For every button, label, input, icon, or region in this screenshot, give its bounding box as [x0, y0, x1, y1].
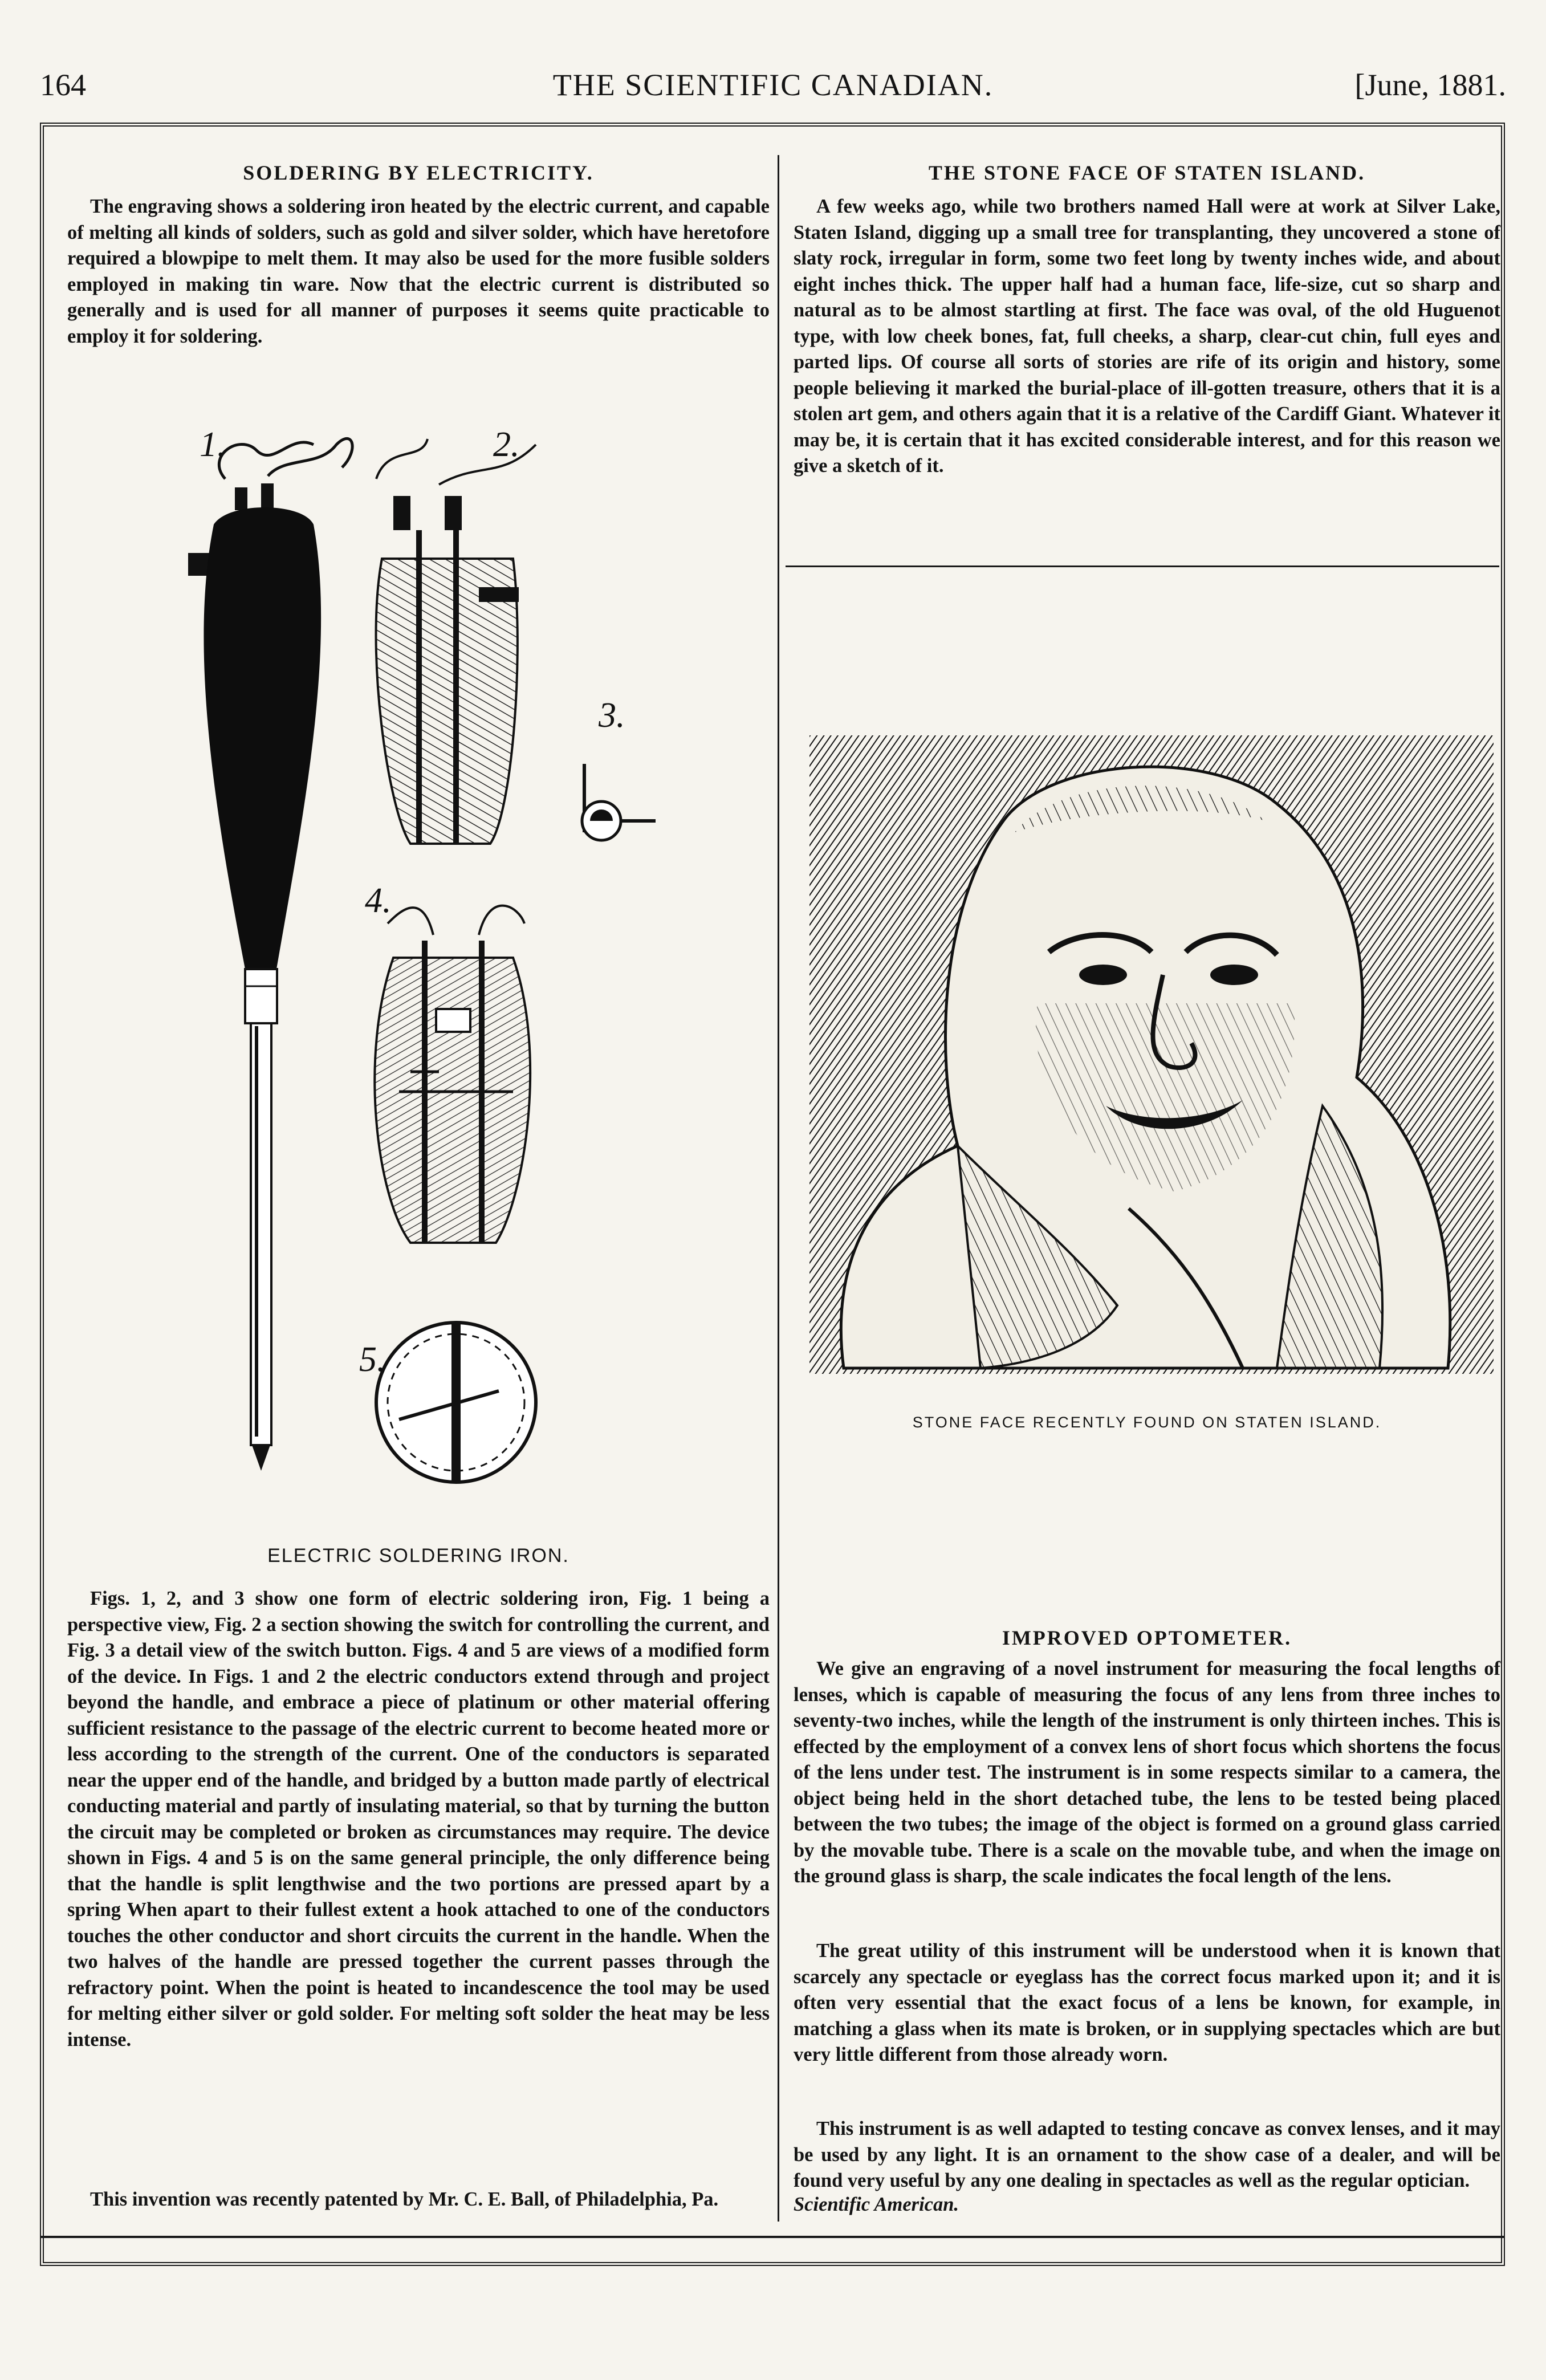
figure-5-drawing	[376, 1323, 536, 1482]
figure-1-drawing	[188, 438, 352, 1471]
stone-face-caption: STONE FACE RECENTLY FOUND ON STATEN ISLAND.	[912, 1414, 1382, 1431]
fig-1-label: 1.	[200, 425, 226, 464]
figure-3-drawing	[582, 764, 656, 840]
fig-4-label: 4.	[365, 881, 392, 920]
soldering-intro: The engraving shows a soldering iron heated by the electric current, and capable of melting all kinds of solders, such as gold and silver solder, which have heretofore required a blowpipe to melt them. It may also be used for the more fusible solders employed in making tin ware. Now that the electric current is distributed so generally and is used for all manner of purposes it seems quite practicable to employ it for soldering.	[67, 196, 770, 347]
column-divider	[778, 155, 779, 2222]
issue-date: [June, 1881.	[1354, 68, 1506, 102]
soldering-figure-caption: ELECTRIC SOLDERING IRON.	[267, 1545, 569, 1567]
fig-3-label: 3.	[599, 696, 625, 735]
bottom-rule	[40, 2236, 1505, 2238]
soldering-closing: This invention was recently patented by Mr. C. E. Ball, of Philadelphia, Pa.	[90, 2188, 719, 2210]
stone-face-body: A few weeks ago, while two brothers named Hall were at work at Silver Lake, Staten Island, digging up a small tree for transplanting, they uncovered a stone of slaty rock, irregular in form, some two feet long by twenty inches wide, and about eight inches thick. The upper half had a human face, life-size, cut so sharp and natural as to be almost startling at first. The face was oval, of the old Huguenot type, with low cheek bones, fat, full cheeks, a sharp, clear-cut chin, full eyes and parted lips. Of course all sorts of stories are rife of its origin and history, some people believing it marked the burial-place of ill-gotten treasure, others that it is a stolen art gem, and others again that it is a relative of the Cardiff Giant. Whatever it may be, it is certain that it has excited considerable interest, and for this reason we give a sketch of it.	[794, 196, 1500, 477]
stone-face-engraving	[809, 735, 1494, 1374]
soldering-iron-engraving	[171, 410, 741, 1545]
soldering-headline: SOLDERING BY ELECTRICITY.	[243, 161, 594, 184]
soldering-description: Figs. 1, 2, and 3 show one form of electric soldering iron, Fig. 1 being a perspective view, Fig. 2 a section showing the switch for controlling the current, and Fig. 3 a detail view of the switch button. Figs. 4 and 5 are views of a modified form of the device. In Figs. 1 and 2 the electric conductors extend through and project beyond the handle, and embrace a piece of platinum or other material offering sufficient resistance to the passage of the electric current to become heated more or less according to the strength of the current. One of the conductors is separated near the upper end of the handle, and bridged by a button made partly of electrical conducting material and partly of insulating material, so that by turning the button the circuit may be completed or broken as circumstances may require. The device shown in Figs. 4 and 5 is on the same general principle, the only difference being that the handle is split lengthwise and the two portions are pressed apart by a spring When apart to their fullest extent a hook attached to one of the conductors touches the other conductor and short circuits the current in the handle. When the two halves of the handle are pressed together the current passes through the refractory point. When the point is heated to incandescence the tool may be used for melting either silver or gold solder. For melting soft solder the heat may be less intense.	[67, 1588, 770, 2051]
optometer-headline: IMPROVED OPTOMETER.	[1002, 1626, 1292, 1649]
fig-2-label: 2.	[493, 425, 520, 464]
publication-title: THE SCIENTIFIC CANADIAN.	[552, 68, 994, 102]
soldering-iron-illustration	[171, 410, 741, 1545]
figure-2-drawing	[376, 439, 536, 844]
page-number: 164	[40, 68, 86, 102]
fig-5-label: 5.	[359, 1340, 386, 1379]
stone-face-headline: THE STONE FACE OF STATEN ISLAND.	[928, 161, 1366, 184]
optometer-paragraph-1: We give an engraving of a novel instrument for measuring the focal lengths of lenses, which is capable of measuring the focus of any lens from three inches to seventy-two inches, while the length of the instrument is only thirteen inches. This is effected by the employment of a convex lens of short focus which shortens the focus of the lens under test. The instrument is in some respects similar to a camera, the object being held in the short detached tube, the lens to be tested being placed between the two tubes; the image of the object is formed on a ground glass carried by the movable tube. There is a scale on the movable tube, and when the image on the ground glass is sharp, the scale indicates the focal length of the lens.	[794, 1658, 1500, 1887]
optometer-paragraph-3: This instrument is as well adapted to testing concave as convex lenses, and it may be used by any light. It is an ornament to the show case of a dealer, and will be found very useful by any one dealing in spectacles as well as the regular optician.	[794, 2118, 1500, 2191]
stone-face-illustration	[809, 735, 1494, 1374]
figure-4-drawing	[375, 906, 530, 1243]
optometer-source: Scientific American.	[794, 2194, 959, 2215]
optometer-paragraph-2: The great utility of this instrument will be understood when it is known that scarcely any spectacle or eyeglass has the correct focus marked upon it; and it is often very essential that the exact focus of a lens be known, for example, in matching a glass when its mate is broken, or in supplying spectacles which are but very little different from those already worn.	[794, 1940, 1500, 2065]
right-column-section-rule	[786, 565, 1499, 567]
